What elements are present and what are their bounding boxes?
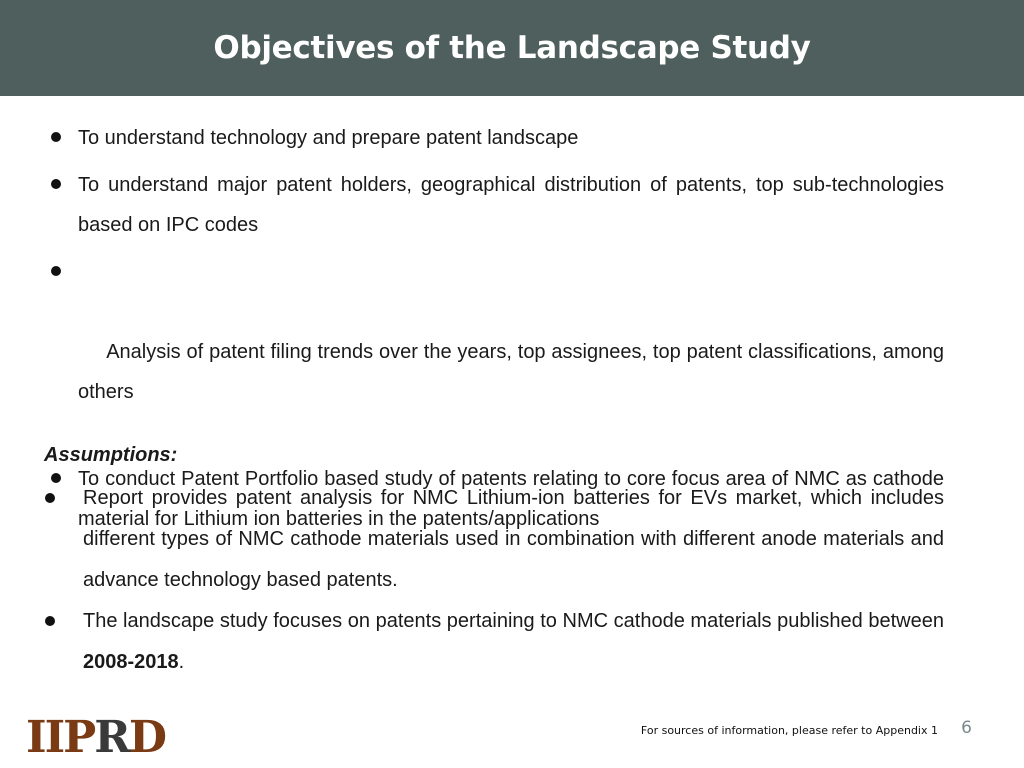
objective-text: To understand major patent holders, geographical distribution of patents, top sub-technologies based on IPC codes <box>78 174 944 236</box>
bullet-icon <box>45 493 55 503</box>
objective-text: To conduct Patent Portfolio based study of patents relating to core focus area of NMC as cathode material for Lithium ion batteries in the patents/applications <box>78 468 944 530</box>
list-item <box>44 601 944 683</box>
assumption-suffix: . <box>178 651 185 673</box>
bullet-icon <box>51 266 61 276</box>
footer-source-note: For sources of information, please refer to Appendix 1 <box>640 724 938 737</box>
company-logo <box>26 712 165 763</box>
objective-text: To understand technology and prepare patent landscape <box>78 127 579 149</box>
list-item <box>48 165 944 245</box>
bullet-icon <box>51 179 61 189</box>
assumption-text: Report provides patent analysis for NMC Lithium-ion batteries for EVs market, which includes different types of NMC cathode materials used in combination with different anode materials and advance technology based patents. <box>83 487 944 591</box>
list-item <box>44 478 944 601</box>
objective-text: Analysis of patent filing trends over the years, top assignees, top patent classifications, among others <box>78 341 950 403</box>
logo-text-part1: IIP <box>26 712 95 763</box>
assumption-bold-years: 2008-2018 <box>83 651 179 673</box>
bullet-icon <box>45 616 55 626</box>
logo-text-part2: R <box>94 712 129 763</box>
slide-title: Objectives of the Landscape Study <box>213 30 811 66</box>
logo-text-part3: D <box>128 712 165 763</box>
assumption-text: The landscape study focuses on patents pertaining to NMC cathode materials published between <box>83 610 944 632</box>
bullet-icon <box>51 132 61 142</box>
list-item <box>48 252 950 452</box>
assumptions-heading: Assumptions: <box>44 444 178 466</box>
slide-header <box>0 0 1024 96</box>
assumptions-list <box>44 478 944 683</box>
page-number: 6 <box>961 718 972 738</box>
list-item <box>48 118 944 158</box>
